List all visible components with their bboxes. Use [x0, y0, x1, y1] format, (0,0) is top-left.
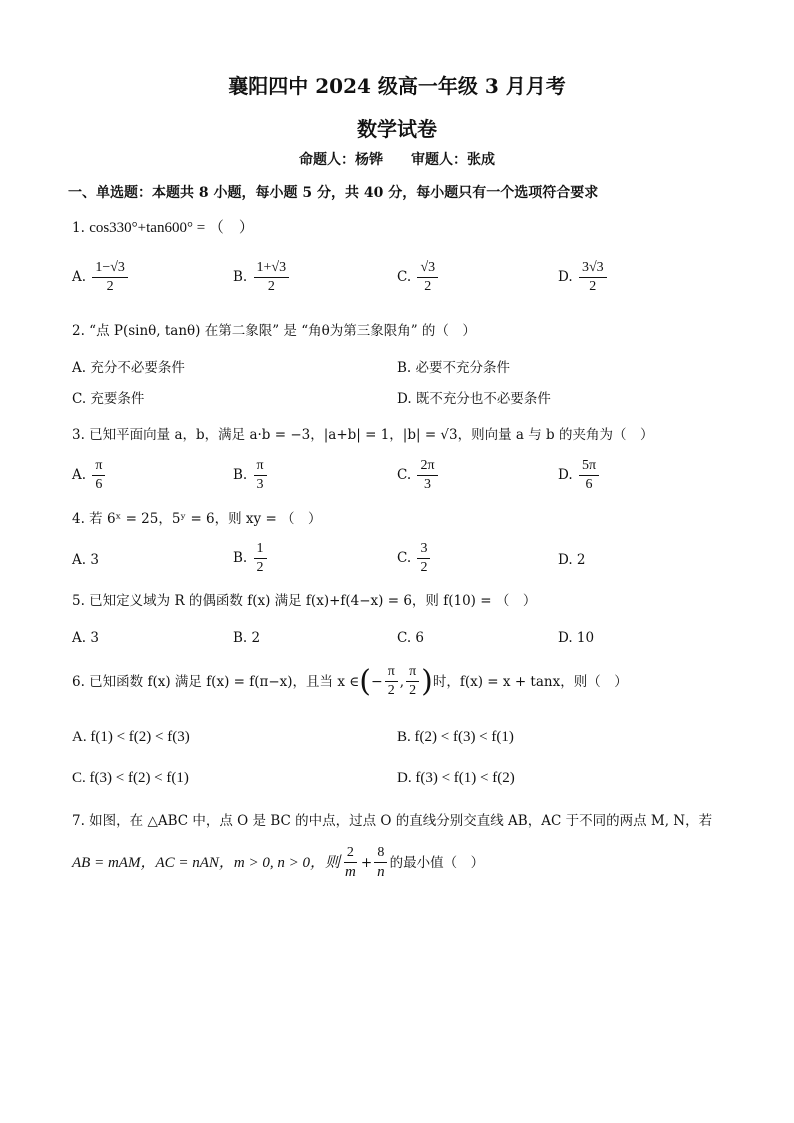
option-fraction: $\frac{\pi}{6}$ — [92, 458, 105, 493]
q4-option-d: D. 2 — [558, 552, 586, 568]
exam-title: 襄阳四中 2024 级高一年级 3 月月考 — [228, 74, 566, 98]
option-label: A. — [72, 467, 87, 483]
option-label: B. — [233, 269, 248, 285]
option-label: C. — [397, 269, 412, 285]
q1-option-c — [397, 260, 440, 295]
option-fraction: $\frac{1}{2}$ — [254, 541, 267, 576]
q6-option-a: A. f(1) < f(2) < f(3) — [72, 729, 190, 745]
interval-right: $\frac{\pi}{2}$ — [406, 664, 419, 699]
option-fraction: $\frac{3√3}{2}$ — [579, 260, 607, 295]
q1-option-a — [72, 260, 130, 295]
question-expression: cos330°+tan600° = （ ） — [89, 220, 254, 236]
option-label: B. — [233, 550, 248, 566]
close-paren: ) — [421, 663, 433, 699]
plus-sign: + — [360, 854, 373, 871]
question-3: 3. 已知平面向量 a，b，满足 a·b = −3，|a+b| = 1，|b| = √3，则向量 a 与 b 的夹角为（ ） — [72, 427, 654, 443]
option-fraction: $\frac{1+√3}{2}$ — [254, 260, 290, 295]
option-fraction: $\frac{√3}{2}$ — [417, 260, 438, 295]
option-label: D. — [558, 467, 573, 483]
q4-option-c — [397, 541, 432, 576]
interval-left: $\frac{\pi}{2}$ — [385, 664, 398, 699]
option-fraction: $\frac{2\pi}{3}$ — [417, 458, 437, 493]
fraction-8-over-n: $\frac{8}{n}$ — [374, 845, 388, 880]
q3-option-c — [397, 458, 440, 493]
q5-option-a: A. 3 — [72, 630, 99, 646]
q4-option-a: A. 3 — [72, 552, 99, 568]
option-label: A. — [72, 269, 87, 285]
question-1 — [72, 217, 254, 239]
option-fraction: $\frac{5\pi}{6}$ — [579, 458, 599, 493]
exam-authors: 命题人：杨铧 审题人：张成 — [299, 152, 495, 168]
q1-option-b — [233, 260, 291, 295]
question-2: 2. “点 P(sinθ, tanθ) 在第二象限” 是 “角θ为第三象限角” 的（ ） — [72, 323, 476, 339]
q2-option-a: A. 充分不必要条件 — [72, 360, 185, 376]
question-7-line2 — [72, 845, 484, 880]
question-number: 1. — [72, 220, 85, 236]
question-5: 5. 已知定义域为 R 的偶函数 f(x) 满足 f(x)+f(4−x) = 6，则 f(10) = （ ） — [72, 593, 537, 609]
question-text-post: 时，f(x) = x + tanx，则（ ） — [432, 673, 628, 690]
question-7-line1: 7. 如图，在 △ABC 中，点 O 是 BC 的中点，过点 O 的直线分别交直线 AB，AC 于不同的两点 M, N，若 — [72, 813, 713, 829]
exam-subtitle: 数学试卷 — [357, 117, 437, 141]
section-heading: 一、单选题：本题共 8 小题，每小题 5 分，共 40 分，每小题只有一个选项符合要求 — [68, 185, 599, 201]
option-fraction: $\frac{3}{2}$ — [417, 541, 430, 576]
q6-option-d: D. f(3) < f(1) < f(2) — [397, 770, 515, 786]
option-label: B. — [233, 467, 248, 483]
q5-option-c: C. 6 — [397, 630, 425, 646]
q5-option-d: D. 10 — [558, 630, 595, 646]
option-label: C. — [397, 550, 412, 566]
option-label: D. — [558, 269, 573, 285]
question-6 — [72, 664, 628, 699]
question-text-post: 的最小值（ ） — [389, 854, 485, 871]
comma: , — [399, 673, 405, 690]
q4-option-b — [233, 541, 269, 576]
q3-option-b — [233, 458, 269, 493]
q1-option-d — [558, 260, 609, 295]
open-paren: ( — [359, 663, 371, 699]
option-fraction: $\frac{1-√3}{2}$ — [92, 260, 128, 295]
q2-option-c: C. 充要条件 — [72, 391, 145, 407]
q2-option-d: D. 既不充分也不必要条件 — [397, 391, 551, 407]
q6-option-c: C. f(3) < f(2) < f(1) — [72, 770, 189, 786]
q6-option-b: B. f(2) < f(3) < f(1) — [397, 729, 514, 745]
minus-sign: − — [370, 673, 383, 690]
option-label: C. — [397, 467, 412, 483]
q3-option-a — [72, 458, 107, 493]
question-text-pre: 6. 已知函数 f(x) 满足 f(x) = f(π−x)，且当 x ∈ — [72, 673, 360, 690]
option-fraction: $\frac{\pi}{3}$ — [254, 458, 267, 493]
fraction-2-over-m: $\frac{2}{m}$ — [344, 845, 356, 880]
question-4: 4. 若 6ˣ = 25，5ʸ = 6，则 xy = （ ） — [72, 511, 322, 527]
q3-option-d — [558, 458, 601, 493]
q2-option-b: B. 必要不充分条件 — [397, 360, 511, 376]
question-text-pre: AB = mAM，AC = nAN，m > 0, n > 0，则 — [72, 854, 340, 871]
q5-option-b: B. 2 — [233, 630, 261, 646]
